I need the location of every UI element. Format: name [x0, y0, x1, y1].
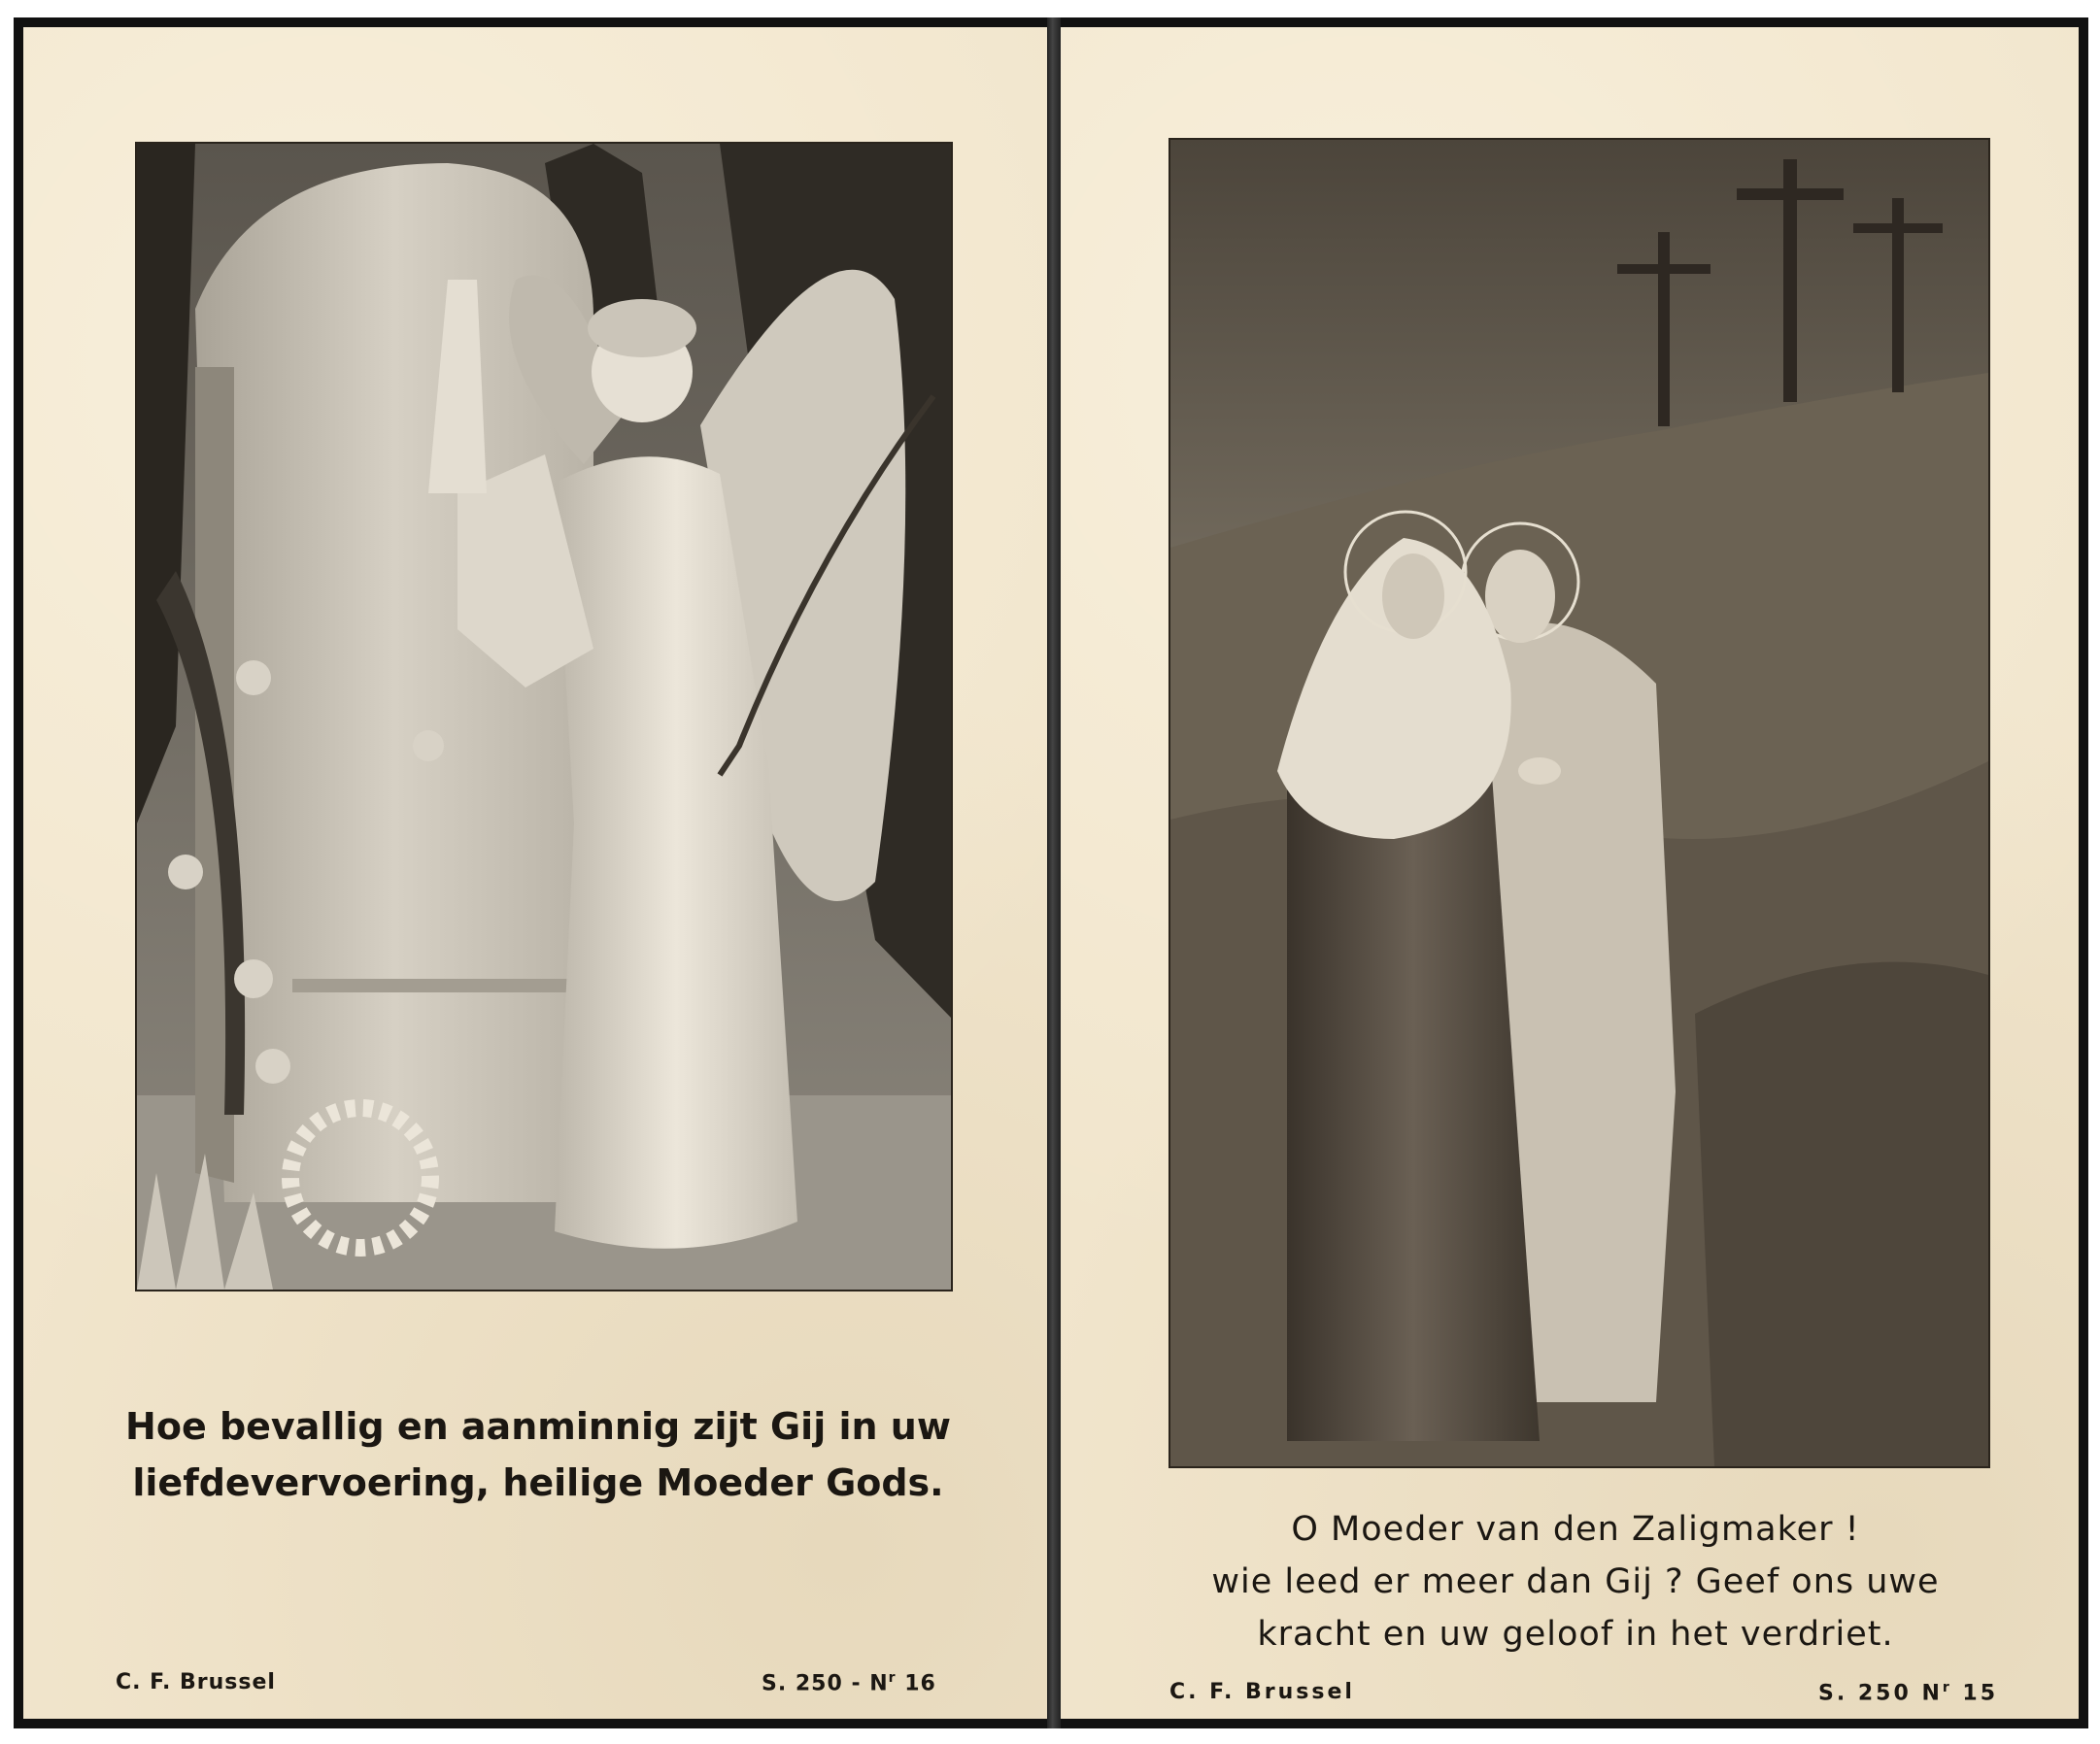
right-series-sup: r: [1942, 1680, 1952, 1695]
left-series-prefix: S. 250 - N: [762, 1671, 889, 1696]
left-caption-line-1: Hoe bevallig en aanminnig zijt Gij in uw: [125, 1405, 951, 1448]
right-publisher: C. F. Brussel: [1169, 1680, 1355, 1704]
right-caption-line-2: wie leed er meer dan Gij ? Geef ons uwe: [1211, 1562, 1940, 1601]
left-caption-line-2: liefdevervoering, heilige Moeder Gods.: [132, 1461, 944, 1504]
right-series-number: [1818, 1680, 1998, 1705]
right-caption-line-1: O Moeder van den Zaligmaker !: [1291, 1510, 1860, 1549]
right-series-prefix: S. 250 N: [1818, 1681, 1943, 1706]
left-prayer-caption: [82, 1398, 995, 1511]
left-series-num: 16: [896, 1671, 936, 1696]
left-series-number: [762, 1670, 936, 1695]
two-holy-women-illustration: [1169, 138, 1990, 1468]
memorial-card-scan: [14, 17, 2088, 1728]
angel-at-tomb-illustration: [135, 142, 953, 1291]
card-fold: [1047, 17, 1061, 1728]
right-caption-line-3: kracht en uw geloof in het verdriet.: [1257, 1615, 1894, 1654]
left-card: [23, 27, 1047, 1719]
right-card: [1061, 27, 2079, 1719]
right-prayer-caption: [1129, 1503, 2022, 1660]
left-series-sup: r: [888, 1670, 897, 1686]
right-series-num: 15: [1951, 1681, 1999, 1706]
left-publisher: C. F. Brussel: [116, 1670, 276, 1694]
